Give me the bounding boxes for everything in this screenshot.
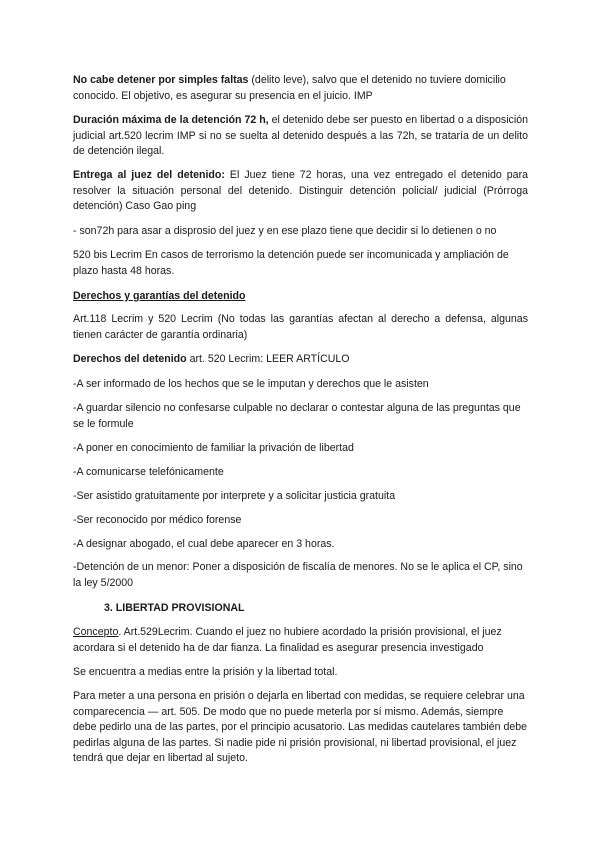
list-item: -A guardar silencio no confesarse culpable no declarar o contestar alguna de las preguntas que se le formule — [73, 402, 521, 430]
paragraph-text: . Art.529Lecrim. Cuando el juez no hubiere acordado la prisión provisional, el juez acordara si el detenido ha de dar fianza. La finalidad es asegurar presencia investigado — [73, 626, 502, 654]
list-item: -Ser asistido gratuitamente por interprete y a solicitar justicia gratuita — [73, 490, 396, 502]
paragraph-derechos-detenido — [73, 352, 528, 368]
bold-lead: Duración máxima de la detención 72 h, — [73, 114, 269, 126]
bold-lead: No cabe detener por simples faltas — [73, 74, 249, 86]
paragraph-concepto — [73, 625, 528, 656]
paragraph-art-118: Art.118 Lecrim y 520 Lecrim (No todas las garantías afectan al derecho a defensa, algunas tienen carácter de garantía ordinaria) — [73, 313, 528, 341]
concept-label: Concepto — [73, 626, 119, 638]
list-item: -A poner en conocimiento de familiar la privación de libertad — [73, 442, 354, 454]
paragraph-comparecencia: Para meter a una persona en prisión o dejarla en libertad con medidas, se requiere celebrar una comparecencia — art. 505. De modo que no puede meterla por sí mismo. Además, siempre debe pedirlo una de las partes, por el principio acusatorio. Las medidas cautelares también debe pedirlas alguna de las partes. Si nadie pide ni prisión provisional, ni libertad provisional, el juez tendrá que dejar en libertad al sujeto. — [73, 690, 528, 764]
paragraph-520-bis: 520 bis Lecrim En casos de terrorismo la detención puede ser incomunicada y ampliación de plazo hasta 48 horas. — [73, 249, 509, 277]
paragraph-text: art. 520 Lecrim: LEER ARTÍCULO — [186, 353, 350, 365]
bold-lead: Entrega al juez del detenido: — [73, 169, 225, 181]
paragraph-text: el detenido debe ser puesto en libertad o a disposición judicial art.520 lecrim IMP si no se suelta al detenido después a las 72h, se trataría de un delito de detención ilegal. — [73, 114, 528, 157]
paragraph-a-medias: Se encuentra a medias entre la prisión y la libertad total. — [73, 666, 338, 678]
heading-derechos-garantias — [73, 289, 528, 305]
list-item: -A comunicarse telefónicamente — [73, 466, 224, 478]
paragraph-simples-faltas — [73, 73, 528, 104]
paragraph-entrega-juez — [73, 168, 528, 215]
list-item: -A ser informado de los hechos que se le imputan y derechos que le asisten — [73, 378, 429, 390]
paragraph-text: El Juez tiene 72 horas, una vez entregado el detenido para resolver la situación personal del detenido. Distinguir detención policial/ judicial (Prórroga detención) Caso Gao ping — [73, 169, 528, 212]
paragraph-text: (delito leve), salvo que el detenido no tuviere domicilio conocido. El objetivo, es asegurar su presencia en el juicio. IMP — [73, 74, 506, 102]
section-heading-text: 3. LIBERTAD PROVISIONAL — [104, 602, 245, 614]
list-item: -Ser reconocido por médico forense — [73, 514, 242, 526]
paragraph-duracion-maxima — [73, 113, 528, 160]
list-item: -Detención de un menor: Poner a disposición de fiscalía de menores. No se le aplica el CP, sino la ley 5/2000 — [73, 561, 523, 589]
list-item: -A designar abogado, el cual debe aparecer en 3 horas. — [73, 538, 335, 550]
bold-lead: Derechos del detenido — [73, 353, 187, 365]
paragraph-72h: - son72h para asar a disprosio del juez y en ese plazo tiene que decidir si lo detienen o no — [73, 225, 497, 237]
section-heading — [104, 601, 524, 617]
heading-text: Derechos y garantías del detenido — [73, 290, 246, 302]
